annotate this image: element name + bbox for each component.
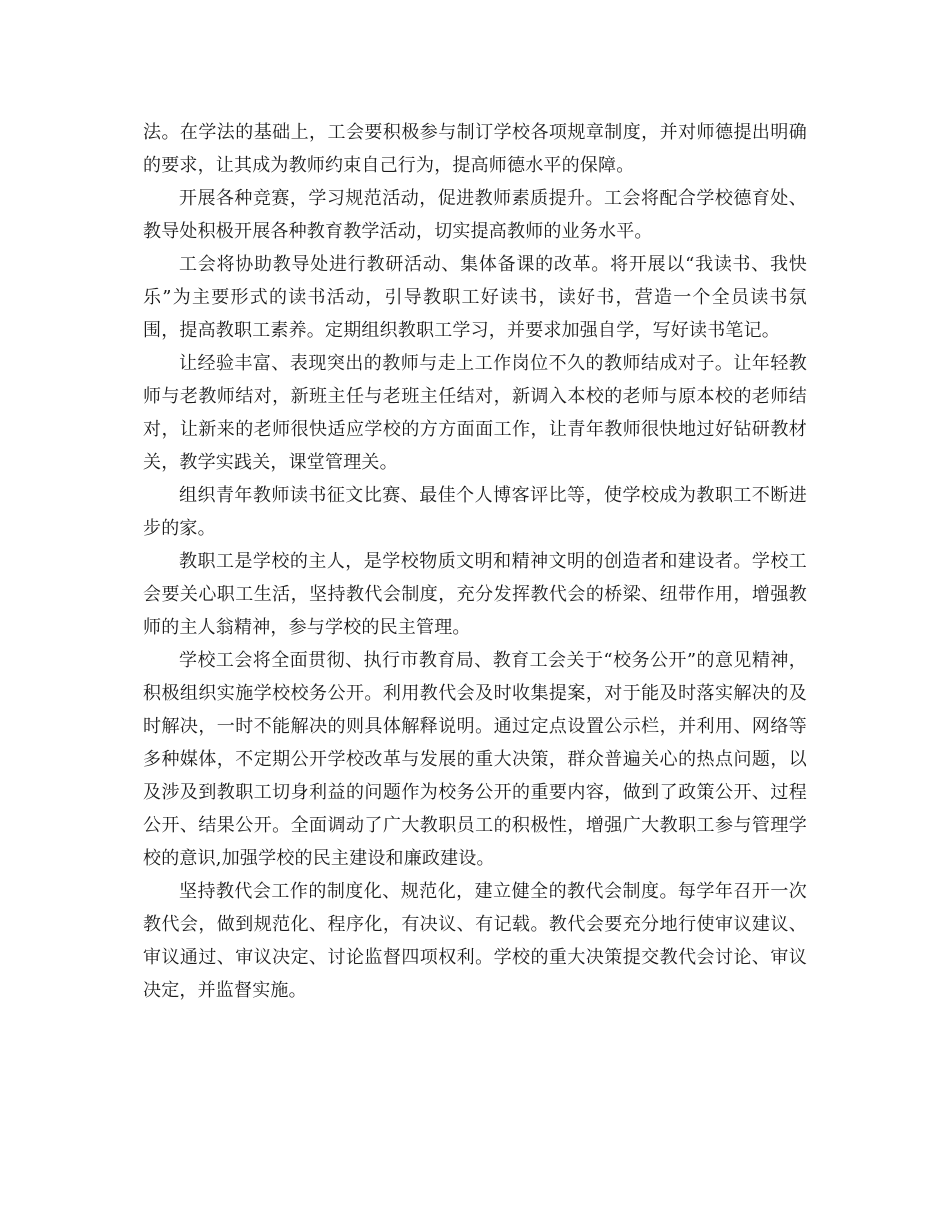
- paragraph-8: 坚持教代会工作的制度化、规范化，建立健全的教代会制度。每学年召开一次教代会，做到规范化、程序化，有决议、有记载。教代会要充分地行使审议建议、审议通过、审议决定、讨论监督四项权利。学校的重大决策提交教代会讨论、审议决定，并监督实施。: [143, 881, 807, 1001]
- paragraph-5: 组织青年教师读书征文比赛、最佳个人博客评比等，使学校成为教职工不断进步的家。: [143, 485, 807, 539]
- paragraph-7: 学校工会将全面贯彻、执行市教育局、教育工会关于“校务公开”的意见精神，积极组织实施学校校务公开。利用教代会及时收集提案，对于能及时落实解决的及时解决，一时不能解决的则具体解释说明。通过定点设置公示栏，并利用、网络等多种媒体，不定期公开学校改革与发展的重大决策，群众普遍关心的热点问题，以及涉及到教职工切身利益的问题作为校务公开的重要内容，做到了政策公开、过程公开、结果公开。全面调动了广大教职员工的积极性，增强广大教职工参与管理学校的意识,加强学校的民主建设和廉政建设。: [143, 650, 807, 869]
- paragraph-3: 工会将协助教导处进行教研活动、集体备课的改革。将开展以“我读书、我快乐”为主要形式的读书活动，引导教职工好读书，读好书，营造一个全员读书氛围，提高教职工素养。定期组织教职工学习，并要求加强自学，写好读书笔记。: [143, 254, 807, 341]
- paragraph-4: 让经验丰富、表现突出的教师与走上工作岗位不久的教师结成对子。让年轻教师与老教师结对，新班主任与老班主任结对，新调入本校的老师与原本校的老师结对，让新来的老师很快适应学校的方方面面工作，让青年教师很快地过好钻研教材关，教学实践关，课堂管理关。: [143, 353, 807, 473]
- paragraph-6: 教职工是学校的主人，是学校物质文明和精神文明的创造者和建设者。学校工会要关心职工生活，坚持教代会制度，充分发挥教代会的桥梁、纽带作用，增强教师的主人翁精神，参与学校的民主管理。: [143, 551, 807, 638]
- document-body: [143, 116, 807, 1007]
- paragraph-1: 法。在学法的基础上，工会要积极参与制订学校各项规章制度，并对师德提出明确的要求，让其成为教师约束自己行为，提高师德水平的保障。: [143, 122, 807, 176]
- paragraph-2: 开展各种竞赛，学习规范活动，促进教师素质提升。工会将配合学校德育处、教导处积极开展各种教育教学活动，切实提高教师的业务水平。: [143, 188, 807, 242]
